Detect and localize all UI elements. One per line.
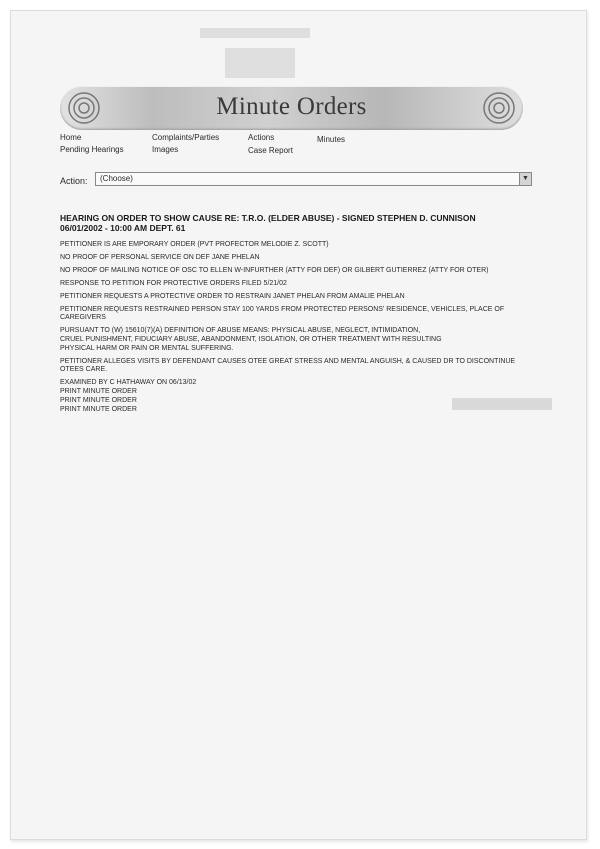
minute-entry: PURSUANT TO (W) 15610(7)(A) DEFINITION OF ABUSE MEANS: PHYSICAL ABUSE, NEGLECT, INTIMIDATION, [60,327,421,334]
nav-link-complaints-parties[interactable]: Complaints/Parties [152,133,220,142]
minute-entry: CRUEL PUNISHMENT, FIDUCIARY ABUSE, ABANDONMENT, ISOLATION, OR OTHER TREATMENT WITH RESULTING [60,336,442,343]
minute-entry: NO PROOF OF MAILING NOTICE OF OSC TO ELLEN W-INFURTHER (ATTY FOR DEF) OR GILBERT GUTIERREZ (ATTY FOR OTER) [60,267,489,274]
action-selected-value: (Choose) [100,174,133,183]
minute-entry: PETITIONER REQUESTS RESTRAINED PERSON STAY 100 YARDS FROM PROTECTED PERSONS' RESIDENCE, VEHICLES, PLACE OF CAREGIVERS [60,306,505,321]
hearing-title: HEARING ON ORDER TO SHOW CAUSE RE: T.R.O. (ELDER ABUSE) - SIGNED STEPHEN D. CUNNISON [60,213,476,223]
nav-link-actions[interactable]: Actions [248,133,275,142]
chevron-down-icon[interactable]: ▼ [519,173,531,185]
print-minute-order-link[interactable]: PRINT MINUTE ORDER [60,397,137,404]
minute-entry: PHYSICAL HARM OR PAIN OR MENTAL SUFFERING. [60,345,234,352]
nav-link-pending-hearings[interactable]: Pending Hearings [60,145,124,154]
action-label: Action: [60,176,88,186]
hearing-date: 06/01/2002 - 10:00 AM DEPT. 61 [60,223,186,233]
nav-link-images[interactable]: Images [152,145,179,154]
print-minute-order-link[interactable]: PRINT MINUTE ORDER [60,388,137,395]
minute-orders-banner [60,86,523,130]
minute-entry: EXAMINED BY C HATHAWAY ON 06/13/02 [60,379,197,386]
minute-entry: PETITIONER REQUESTS A PROTECTIVE ORDER TO RESTRAIN JANET PHELAN FROM AMALIE PHELAN [60,293,405,300]
nav-link-home[interactable]: Home [60,133,82,142]
minute-entry: PETITIONER ALLEGES VISITS BY DEFENDANT CAUSES OTEE GREAT STRESS AND MENTAL ANGUISH, & CAUSED DR TO DISCONTINUE OTEES CARE. [60,358,516,373]
hearing-heading [60,213,530,233]
scanned-page [10,10,587,840]
print-minute-order-link[interactable]: PRINT MINUTE ORDER [60,406,137,413]
scan-artifact [200,28,310,38]
swirl-icon [481,90,517,126]
action-dropdown[interactable] [95,172,532,186]
nav-link-minutes[interactable]: Minutes [317,135,346,144]
minute-entry: NO PROOF OF PERSONAL SERVICE ON DEF JANE PHELAN [60,254,260,261]
minute-entries-list [60,241,535,415]
minute-entry: RESPONSE TO PETITION FOR PROTECTIVE ORDERS FILED 5/21/02 [60,280,287,287]
page-title: Minute Orders [216,93,367,120]
scan-artifact [225,48,295,78]
nav-link-case-report[interactable]: Case Report [248,146,293,155]
minute-entry: PETITIONER IS ARE EMPORARY ORDER (PVT PROFECTOR MELODIE Z. SCOTT) [60,241,329,248]
